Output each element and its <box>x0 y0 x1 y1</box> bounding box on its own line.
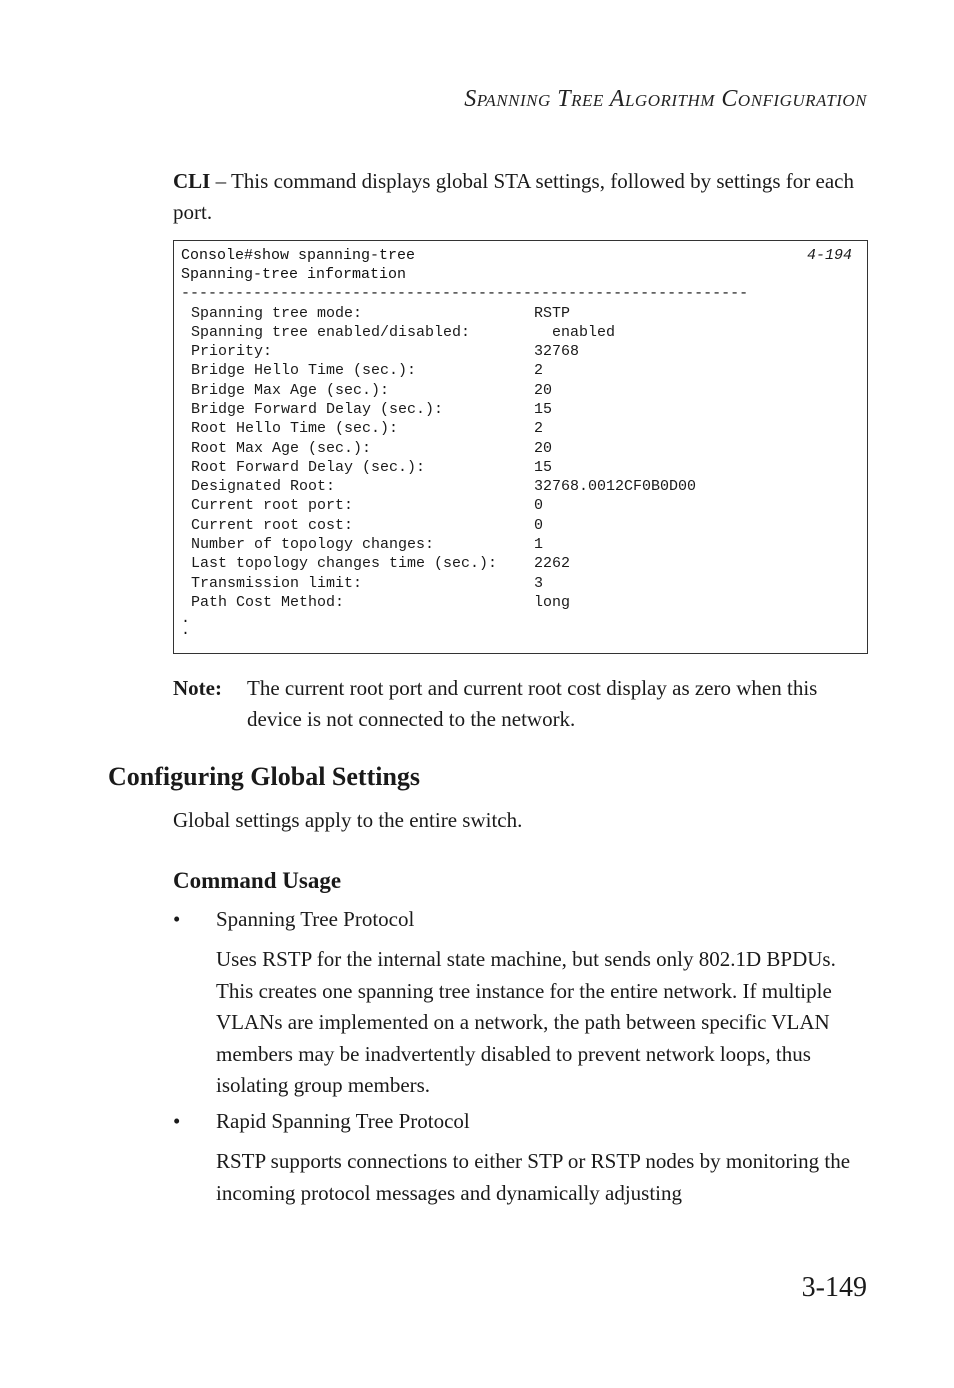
cli-command-reference: 4-194 <box>806 247 852 264</box>
cli-row-value: 2 <box>534 420 544 437</box>
cli-heading: Spanning-tree information <box>181 266 407 283</box>
cli-row-label: Root Hello Time (sec.): <box>191 420 399 437</box>
cli-row-value: 0 <box>534 517 544 534</box>
intro-paragraph <box>173 166 873 228</box>
cli-output-box <box>173 240 868 654</box>
page-number: 3-149 <box>801 1272 867 1303</box>
cli-row-label: Spanning tree enabled/disabled: <box>191 324 471 341</box>
bullet-title-stp: Spanning Tree Protocol <box>216 907 415 931</box>
cli-row <box>191 593 571 612</box>
cli-row-value: 15 <box>534 401 553 418</box>
bullet-body-rstp: RSTP supports connections to either STP or RSTP nodes by monitoring the incoming protocol messages and dynamically adjusting <box>216 1149 851 1205</box>
cli-row-label: Bridge Forward Delay (sec.): <box>191 401 444 418</box>
cli-ellipsis: . <box>181 622 191 639</box>
section-title: Configuring Global Settings <box>108 762 421 791</box>
bullet-icon: • <box>173 907 181 931</box>
cli-row-value: 15 <box>534 459 553 476</box>
cli-row-label: Path Cost Method: <box>191 594 345 611</box>
cli-row <box>191 381 553 400</box>
cli-row-value: 2 <box>534 362 544 379</box>
cli-row-value: long <box>534 594 571 611</box>
cli-row-label: Bridge Max Age (sec.): <box>191 382 390 399</box>
command-usage-heading: Command Usage <box>173 868 342 893</box>
intro-text: – This command displays global STA settings, followed by settings for each port. <box>173 169 854 224</box>
cli-row-label: Root Max Age (sec.): <box>191 440 372 457</box>
note-label: Note: <box>173 676 222 700</box>
bullet-icon: • <box>173 1109 181 1133</box>
cli-row-value: 3 <box>534 575 544 592</box>
cli-ellipsis: . <box>181 610 191 627</box>
cli-row-label: Current root cost: <box>191 517 354 534</box>
cli-row <box>191 535 544 554</box>
cli-row <box>191 419 544 438</box>
cli-row <box>191 439 553 458</box>
note-block <box>173 673 863 735</box>
cli-row <box>191 477 697 496</box>
cli-label: CLI <box>173 169 211 193</box>
cli-row-value: 32768 <box>534 343 580 360</box>
cli-row <box>191 516 544 535</box>
cli-row-label: Priority: <box>191 343 273 360</box>
cli-row-value: 20 <box>534 440 553 457</box>
cli-row <box>191 458 553 477</box>
cli-row <box>191 574 544 593</box>
cli-row <box>191 342 580 361</box>
cli-row-value: RSTP <box>534 305 571 322</box>
section-intro: Global settings apply to the entire switch. <box>173 808 523 832</box>
cli-row-label: Number of topology changes: <box>191 536 435 553</box>
cli-row <box>191 361 544 380</box>
cli-row-value: 20 <box>534 382 553 399</box>
bullet-title-rstp: Rapid Spanning Tree Protocol <box>216 1109 470 1133</box>
cli-row <box>191 554 571 573</box>
cli-row-label: Spanning tree mode: <box>191 305 363 322</box>
cli-row-label: Designated Root: <box>191 478 336 495</box>
cli-row-label: Root Forward Delay (sec.): <box>191 459 426 476</box>
cli-row-value: 32768.0012CF0B0D00 <box>534 478 697 495</box>
cli-row-value: 2262 <box>534 555 571 572</box>
bullet-body-stp: Uses RSTP for the internal state machine, but sends only 802.1D BPDUs. This creates one spanning tree instance for the entire network. If multiple VLANs are implemented on a network, the path between specific VLAN members may be inadvertently disabled to prevent network loops, thus isolating group members. <box>216 947 836 1097</box>
cli-row <box>191 323 616 342</box>
cli-row-label: Last topology changes time (sec.): <box>191 555 498 572</box>
cli-row <box>191 400 553 419</box>
cli-row-value: 0 <box>534 497 544 514</box>
cli-row <box>191 496 544 515</box>
note-text: The current root port and current root cost display as zero when this device is not connected to the network. <box>247 676 818 731</box>
cli-row-label: Bridge Hello Time (sec.): <box>191 362 417 379</box>
cli-separator: --------------------------------------------------------------- <box>181 285 749 302</box>
cli-row-value: 1 <box>534 536 544 553</box>
cli-command: Console#show spanning-tree <box>181 247 416 264</box>
cli-row-label: Current root port: <box>191 497 354 514</box>
cli-row-label: Transmission limit: <box>191 575 363 592</box>
cli-row <box>191 304 571 323</box>
cli-row-value: enabled <box>534 324 616 341</box>
running-header: Spanning Tree Algorithm Configuration <box>464 86 867 112</box>
